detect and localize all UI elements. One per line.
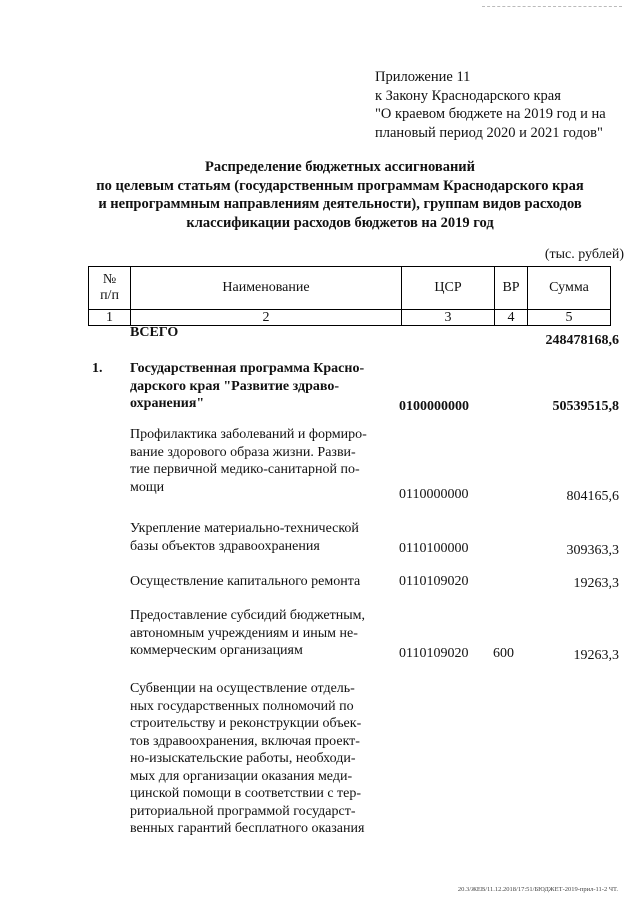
row-sum: 50539515,8 bbox=[552, 399, 619, 414]
row-name-line: Субвенции на осуществление отдель- bbox=[130, 681, 355, 696]
column-index: 3 bbox=[402, 310, 495, 326]
row-name-line: базы объектов здравоохранения bbox=[130, 538, 320, 554]
row-name-line: вание здорового образа жизни. Разви- bbox=[130, 444, 356, 460]
header-number-line2: п/п bbox=[100, 288, 119, 303]
row-name-line: коммерческим организациям bbox=[130, 643, 303, 658]
row-name bbox=[130, 573, 388, 591]
row-name-line: Укрепление материально-технической bbox=[130, 521, 359, 536]
row-name-line: дарского края "Развитие здраво- bbox=[130, 378, 340, 394]
row-sum: 19263,3 bbox=[573, 576, 619, 591]
row-name-line: Профилактика заболеваний и формиро- bbox=[130, 427, 367, 442]
table-header bbox=[88, 266, 611, 326]
row-name bbox=[130, 360, 388, 413]
row-name-line: тов здравоохранения, включая проект- bbox=[130, 733, 360, 749]
header-number-line1: № bbox=[102, 272, 117, 287]
row-number: 1. bbox=[92, 361, 103, 376]
appendix-note bbox=[375, 68, 606, 142]
row-name-line: тие первичной медико-санитарной по- bbox=[130, 462, 360, 477]
row-name-line: Осуществление капитального ремонта bbox=[130, 574, 361, 589]
unit-label: (тыс. рублей) bbox=[544, 247, 624, 262]
row-name-line: мых для организации оказания меди- bbox=[130, 768, 353, 784]
column-index: 4 bbox=[495, 310, 528, 326]
row-csr: 0110000000 bbox=[399, 487, 469, 502]
row-name-line: охранения" bbox=[130, 396, 205, 411]
row-name-line: Государственная программа Красно- bbox=[130, 361, 365, 376]
footer-stamp: 20.3/ЖЕВ/11.12.2018/17:51/БЮДЖЕТ-2019-прил-11-2 ЧТ. bbox=[457, 886, 618, 893]
row-name-line: цинской помощи в соответствии с тер- bbox=[130, 786, 362, 801]
row-sum: 19263,3 bbox=[573, 648, 619, 663]
appendix-line: Приложение 11 bbox=[375, 69, 471, 85]
row-name-line: строительству и реконструкции объек- bbox=[130, 716, 362, 731]
row-name-line: автономным учреждениям и иным не- bbox=[130, 625, 358, 641]
row-csr: 0110109020 bbox=[399, 646, 469, 661]
header-sum: Сумма bbox=[528, 267, 611, 310]
row-name-line: но-изыскательские работы, необходи- bbox=[130, 751, 356, 766]
row-name bbox=[130, 680, 388, 838]
total-sum: 248478168,6 bbox=[545, 333, 619, 348]
title-line: и непрограммным направлениям деятельности), группам видов расходов bbox=[98, 196, 582, 212]
title-line: по целевым статьям (государственным программам Краснодарского края bbox=[96, 177, 584, 194]
column-index: 2 bbox=[131, 310, 402, 326]
row-name-line: Предоставление субсидий бюджетным, bbox=[130, 608, 366, 623]
row-name bbox=[130, 520, 388, 555]
row-csr: 0110100000 bbox=[399, 541, 469, 556]
row-vr: 600 bbox=[493, 646, 514, 661]
title-line: классификации расходов бюджетов на 2019 год bbox=[186, 214, 494, 231]
row-name-line: мощи bbox=[130, 479, 165, 495]
header-number bbox=[89, 267, 131, 310]
column-index: 1 bbox=[89, 310, 131, 326]
row-csr: 0100000000 bbox=[399, 399, 469, 414]
row-name bbox=[130, 607, 388, 660]
document-title bbox=[60, 158, 620, 232]
appendix-line: "О краевом бюджете на 2019 год и на bbox=[375, 106, 606, 122]
row-name-line: венных гарантий бесплатного оказания bbox=[130, 821, 365, 836]
total-label: ВСЕГО bbox=[130, 325, 179, 340]
header-csr: ЦСР bbox=[402, 267, 495, 310]
row-name-line: риториальной программой государст- bbox=[130, 803, 356, 819]
row-sum: 309363,3 bbox=[566, 543, 619, 558]
row-sum: 804165,6 bbox=[566, 489, 619, 504]
column-index: 5 bbox=[528, 310, 611, 326]
header-vr: ВР bbox=[495, 267, 528, 310]
title-line: Распределение бюджетных ассигнований bbox=[204, 159, 476, 175]
appendix-line: плановый период 2020 и 2021 годов" bbox=[375, 124, 603, 141]
top-dashed-line bbox=[482, 6, 622, 7]
row-csr: 0110109020 bbox=[399, 574, 469, 589]
appendix-line: к Закону Краснодарского края bbox=[375, 87, 561, 104]
header-name: Наименование bbox=[131, 267, 402, 310]
row-name bbox=[130, 426, 388, 496]
row-name-line: ных государственных полномочий по bbox=[130, 698, 354, 714]
